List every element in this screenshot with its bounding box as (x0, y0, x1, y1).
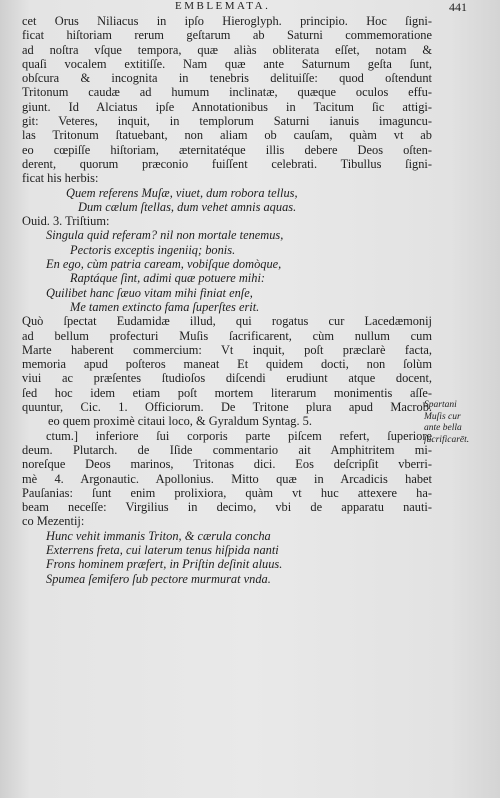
text-line: Quilibet hanc ſæuo vitam mihi finiat enſe, (46, 285, 253, 300)
text-line: Singula quid referam? nil non mortale tenemus, (46, 228, 284, 243)
text-line: quuntur, Cic. 1. Officiorum. De Tritone plura apud Macrob. (22, 400, 432, 415)
text-line: git: Veteres, inquit, in templorum Saturni ianuis imaguncu- (22, 114, 432, 129)
text-line: Hunc vehit immanis Triton, & cærula concha (46, 528, 271, 543)
text-line: Marte haberent commercium: Vt inquit, poſt præclarè facta, (22, 342, 432, 357)
text-line: ctum.] inferiore ſui corporis parte piſcem refert, ſuperiore (46, 428, 432, 443)
text-line: ad noſtra vſque tempora, quæ aliàs obliterata eſſet, notam & (22, 42, 432, 57)
text-line: mè 4. Argonautic. Apollonius. Mitto quæ in Arcadicis habet (22, 471, 432, 486)
text-line: las Tritonum ſtatuebant, non aliam ob cauſam, quàm vt ab (22, 128, 432, 143)
text-line: ſed hoc idem etiam poſt mortem literarum monimentis aſſe- (22, 385, 432, 400)
main-text-block (22, 14, 432, 586)
margin-note-line: Muſis cur (424, 411, 461, 422)
margin-note-line: Spartani (424, 400, 457, 410)
text-line: ficat his herbis: (22, 171, 99, 186)
text-line: memoria apud poſteros maneat Et quidem docti, non ſolùm (22, 357, 432, 372)
text-line: eo quem proximè citaui loco, & Gyraldum Syntag. 5. (48, 414, 312, 429)
text-line: eo cœpiſſe hiſtoriam, æternitatéque illis debere Deos oſten- (22, 142, 432, 157)
text-line: Ouid. 3. Triſtium: (22, 214, 110, 229)
page-number: 441 (449, 0, 467, 14)
text-line: viui ac præſentes ſtudioſos diſcendi erudiunt atque docent, (22, 371, 432, 386)
text-line: co Mezentij: (22, 514, 85, 529)
text-line: Frons hominem præfert, in Priſtin deſinit aluus. (46, 557, 283, 572)
margin-note-line: ſacrificarēt. (424, 434, 470, 445)
text-line: Pectoris exceptis ingeniiq; bonis. (70, 242, 236, 257)
text-line: Tritonum caudæ ad humum inclinatæ, quæque oculos effu- (22, 85, 432, 100)
text-line: En ego, cùm patria caream, vobiſque domòque, (46, 257, 282, 272)
text-line: Quem referens Muſæ, viuet, dum robora tellus, (66, 185, 298, 200)
margin-note-line: ante bella (424, 423, 462, 433)
text-line: derent, quorum præconio fuiſſent celebrati. Tibullus ſigni- (22, 156, 432, 171)
text-line: Exterrens freta, cui laterum tenus hiſpida nanti (46, 542, 279, 557)
text-line: obſcura & incognita in tenebris delituiſſe: quod oſtendunt (22, 71, 432, 86)
text-line: giunt. Id Alciatus ipſe Annotationibus in Tacitum ſic attigi- (22, 99, 432, 114)
margin-note (424, 400, 496, 446)
text-line: Quò ſpectat Eudamidæ illud, qui rogatus cur Lacedæmonij (22, 314, 432, 329)
text-line: Me tamen extincto fama ſuperſtes erit. (70, 299, 260, 314)
text-line: deum. Plutarch. de Iſide commentario ait Amphitritem mi- (22, 442, 432, 457)
text-line: quaſi vocalem extitiſſe. Nam quæ ante Saturnum geſta ſunt, (22, 56, 432, 71)
text-line: Pauſanias: ſunt enim prolixiora, quàm vt huc attexere ha- (22, 485, 432, 500)
text-line: Spumea ſemifero ſub pectore murmurat vnda. (46, 571, 271, 586)
running-head: EMBLEMATA. (175, 0, 271, 12)
text-line: Dum cælum ſtellas, dum vehet amnis aquas. (78, 199, 297, 214)
text-line: ad bellum profecturi Muſis ſacrificarent, cùm nullum cum (22, 328, 432, 343)
page-header (0, 0, 500, 14)
text-line: cet Orus Niliacus in ipſo Hieroglyph. principio. Hoc ſigni- (22, 14, 432, 28)
text-line: beam neceſſe: Virgilius in decimo, vbi de apparatu nauti- (22, 500, 432, 515)
text-line: Raptáque ſint, adimi quæ potuere mihi: (70, 271, 266, 286)
text-line: ficat hiſtoriam rerum geſtarum ab Saturni commemoratione (22, 28, 432, 43)
text-line: noreſque Deos marinos, Tritonas dici. Eos deſcripſit vberri- (22, 457, 432, 472)
